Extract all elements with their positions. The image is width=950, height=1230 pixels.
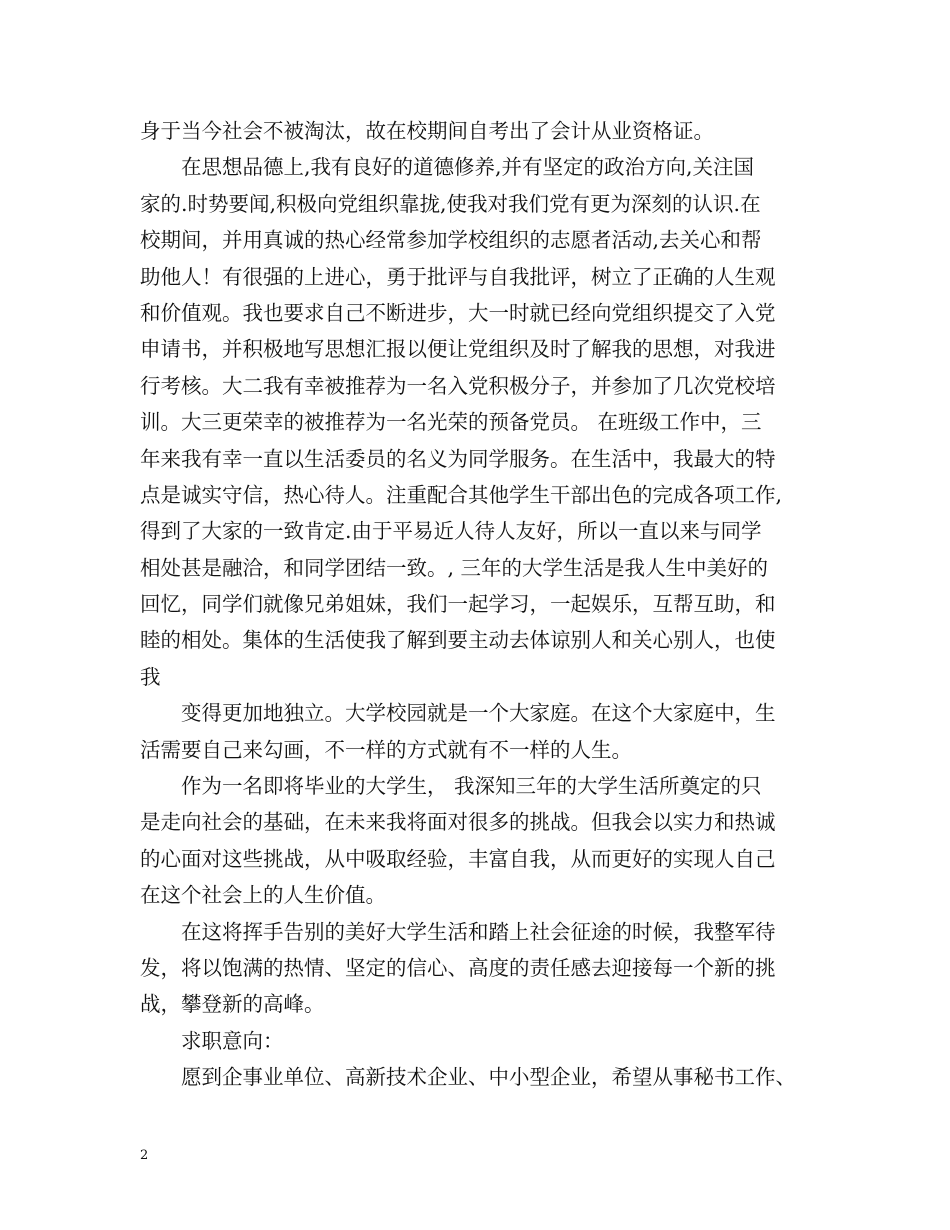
text-line: 相处甚是融洽，和同学团结一致。, 三年的大学生活是我人生中美好的 <box>140 555 769 580</box>
text-line: 年来我有幸一直以生活委员的名义为同学服务。在生活中，我最大的特 <box>140 446 776 471</box>
text-line: 是走向社会的基础，在未来我将面对很多的挑战。但我会以实力和热诚 <box>140 810 776 835</box>
text-line: 作为一名即将毕业的大学生， 我深知三年的大学生活所奠定的只 <box>181 774 762 799</box>
text-line: 愿到企事业单位、高新技术企业、中小型企业，希望从事秘书工作、 <box>181 1065 796 1090</box>
text-line: 和价值观。我也要求自己不断进步，大一时就已经向党组织提交了入党 <box>140 300 776 325</box>
text-line: 家的.时势要闻,积极向党组织靠拢,使我对我们党有更为深刻的认识.在 <box>140 191 761 216</box>
document-body <box>140 113 820 1096</box>
text-line: 的心面对这些挑战，从中吸取经验，丰富自我，从而更好的实现人自己 <box>140 846 776 871</box>
text-line: 在思想品德上,我有良好的道德修养,并有坚定的政治方向,关注国 <box>181 155 755 180</box>
text-line: 助他人！有很强的上进心，勇于批评与自我批评，树立了正确的人生观 <box>140 264 776 289</box>
text-line: 战，攀登新的高峰。 <box>140 992 325 1017</box>
section-heading: 求职意向： <box>181 1028 284 1053</box>
text-line: 在这个社会上的人生价值。 <box>140 883 386 908</box>
text-line: 行考核。大二我有幸被推荐为一名入党积极分子，并参加了几次党校培 <box>140 373 776 398</box>
text-line: 申请书，并积极地写思想汇报以便让党组织及时了解我的思想，对我进 <box>140 337 776 362</box>
text-line: 睦的相处。集体的生活使我了解到要主动去体谅别人和关心别人，也使 <box>140 628 776 653</box>
page-number: 2 <box>140 1148 149 1163</box>
text-line: 校期间，并用真诚的热心经常参加学校组织的志愿者活动,去关心和帮 <box>140 228 762 253</box>
text-line: 得到了大家的一致肯定.由于平易近人待人友好，所以一直以来与同学 <box>140 519 762 544</box>
text-line: 变得更加地独立。大学校园就是一个大家庭。在这个大家庭中，生 <box>181 701 776 726</box>
text-line: 我 <box>140 664 161 689</box>
text-line: 身于当今社会不被淘汰，故在校期间自考出了会计从业资格证。 <box>140 119 714 143</box>
text-line: 在这将挥手告别的美好大学生活和踏上社会征途的时候，我整军待 <box>181 919 776 944</box>
text-line: 发，将以饱满的热情、坚定的信心、高度的责任感去迎接每一个新的挑 <box>140 955 776 980</box>
text-line: 回忆，同学们就像兄弟姐妹，我们一起学习，一起娱乐，互帮互助，和 <box>140 592 776 617</box>
text-line: 训。大三更荣幸的被推荐为一名光荣的预备党员。 在班级工作中，三 <box>140 410 762 435</box>
text-line: 活需要自己来勾画，不一样的方式就有不一样的人生。 <box>140 737 632 762</box>
text-line: 点是诚实守信，热心待人。注重配合其他学生干部出色的完成各项工作, <box>140 482 783 507</box>
